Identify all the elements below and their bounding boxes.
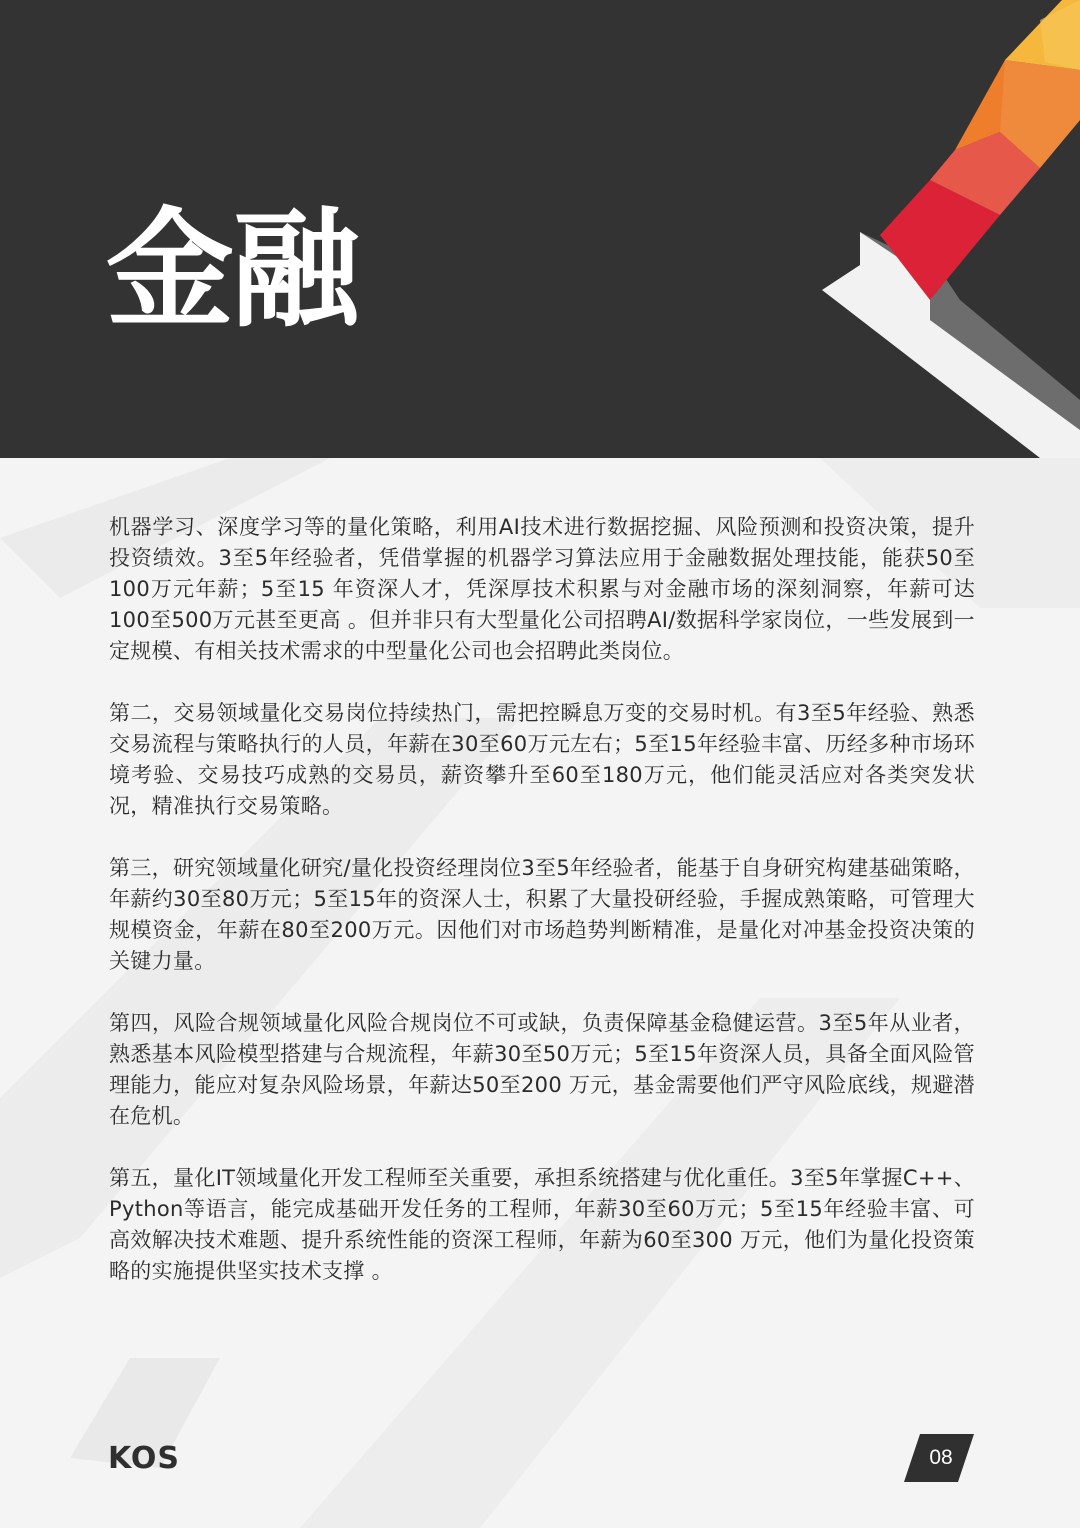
article-body	[109, 512, 975, 1318]
paragraph-intro: 机器学习、深度学习等的量化策略，利用AI技术进行数据挖掘、风险预测和投资决策，提升投资绩效。3至5年经验者，凭借掌握的机器学习算法应用于金融数据处理技能，能获50至100万元年薪；5至15 年资深人才，凭深厚技术积累与对金融市场的深刻洞察，年薪可达100至500万元甚至更高 。但并非只有大型量化公司招聘AI/数据科学家岗位，一些发展到一定规模、有相关技术需求的中型量化公司也会招聘此类岗位。	[109, 515, 975, 663]
paragraph-it: 第五，量化IT领域量化开发工程师至关重要，承担系统搭建与优化重任。3至5年掌握C++、Python等语言，能完成基础开发任务的工程师，年薪30至60万元；5至15年经验丰富、可高效解决技术难题、提升系统性能的资深工程师，年薪为60至300 万元，他们为量化投资策略的实施提供坚实技术支撑 。	[109, 1166, 975, 1283]
page-title: 金融	[106, 196, 359, 345]
header-banner	[0, 0, 1080, 458]
paragraph-research: 第三，研究领域量化研究/量化投资经理岗位3至5年经验者，能基于自身研究构建基础策略，年薪约30至80万元；5至15年的资深人士，积累了大量投研经验，手握成熟策略，可管理大规模资金，年薪在80至200万元。因他们对市场趋势判断精准，是量化对冲基金投资决策的关键力量。	[109, 856, 975, 973]
page-number: 08	[929, 1446, 953, 1469]
kos-logo: KOS	[108, 1441, 181, 1476]
paragraph-risk: 第四，风险合规领域量化风险合规岗位不可或缺，负责保障基金稳健运营。3至5年从业者，熟悉基本风险模型搭建与合规流程，年薪30至50万元；5至15年资深人员，具备全面风险管理能力，能应对复杂风险场景，年薪达50至200 万元，基金需要他们严守风险底线，规避潜在危机。	[109, 1011, 975, 1128]
paragraph-trading: 第二，交易领域量化交易岗位持续热门，需把控瞬息万变的交易时机。有3至5年经验、熟悉交易流程与策略执行的人员，年薪在30至60万元左右；5至15年经验丰富、历经多种市场环境考验、交易技巧成熟的交易员，薪资攀升至60至180万元，他们能灵活应对各类突发状况，精准执行交易策略。	[109, 701, 975, 818]
page-number-badge	[904, 1434, 974, 1482]
